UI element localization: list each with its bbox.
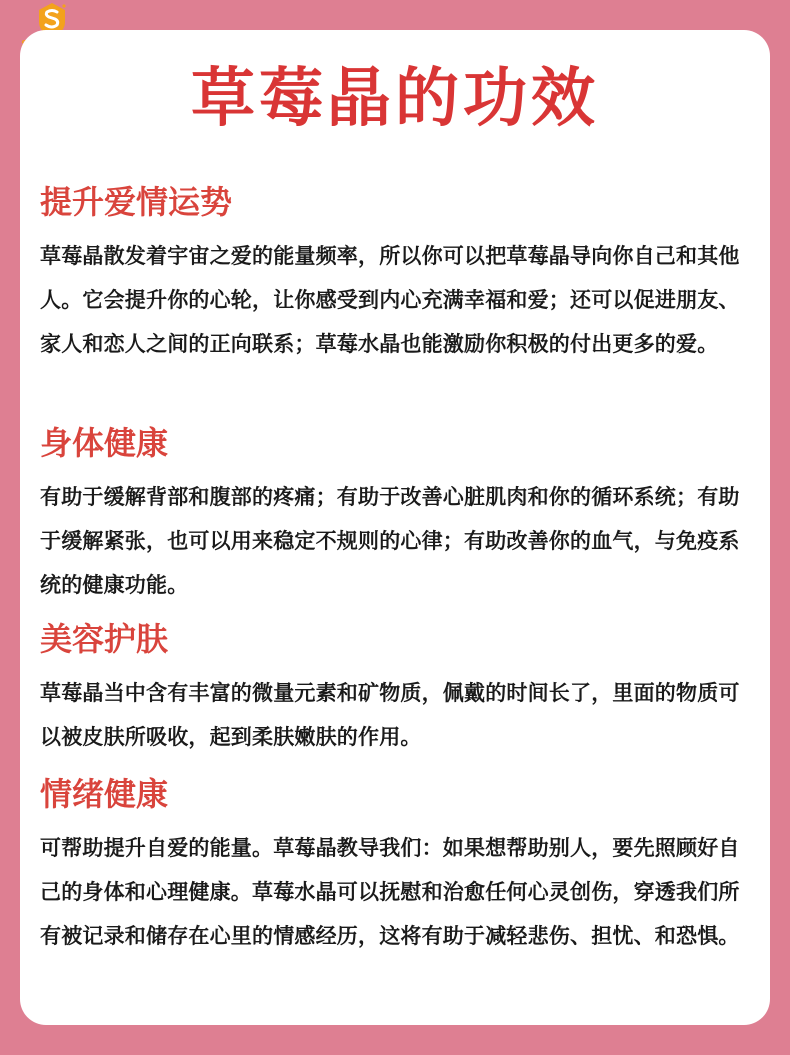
section-heading: 美容护肤 — [40, 620, 169, 658]
section-physical-health — [40, 423, 745, 607]
section-heading: 提升爱情运势 — [40, 183, 233, 221]
content-card — [20, 30, 770, 1025]
section-body: 草莓晶散发着宇宙之爱的能量频率，所以你可以把草莓晶导向你自己和其他人。它会提升你的心轮，让你感受到内心充满幸福和爱；还可以促进朋友、家人和恋人之间的正向联系；草莓水晶也能激励你积极的付出更多的爱。 — [40, 243, 740, 356]
section-heading: 情绪健康 — [40, 775, 169, 813]
section-body: 可帮助提升自爱的能量。草莓晶教导我们：如果想帮助别人，要先照顾好自己的身体和心理健康。草莓水晶可以抚慰和治愈任何心灵创伤，穿透我们所有被记录和储存在心里的情感经历，这将有助于减轻悲伤、担忧、和恐惧。 — [40, 835, 740, 948]
section-body: 有助于缓解背部和腹部的疼痛；有助于改善心脏肌肉和你的循环系统；有助于缓解紧张，也可以用来稳定不规则的心律；有助改善你的血气，与免疫系统的健康功能。 — [40, 484, 740, 597]
section-body: 草莓晶当中含有丰富的微量元素和矿物质，佩戴的时间长了，里面的物质可以被皮肤所吸收，起到柔肤嫩肤的作用。 — [40, 680, 740, 749]
page-title: 草莓晶的功效 — [191, 62, 599, 136]
section-skin-care — [40, 619, 745, 759]
section-emotional-health — [40, 774, 745, 958]
section-heading: 身体健康 — [40, 424, 169, 462]
section-love-fortune — [40, 182, 745, 366]
